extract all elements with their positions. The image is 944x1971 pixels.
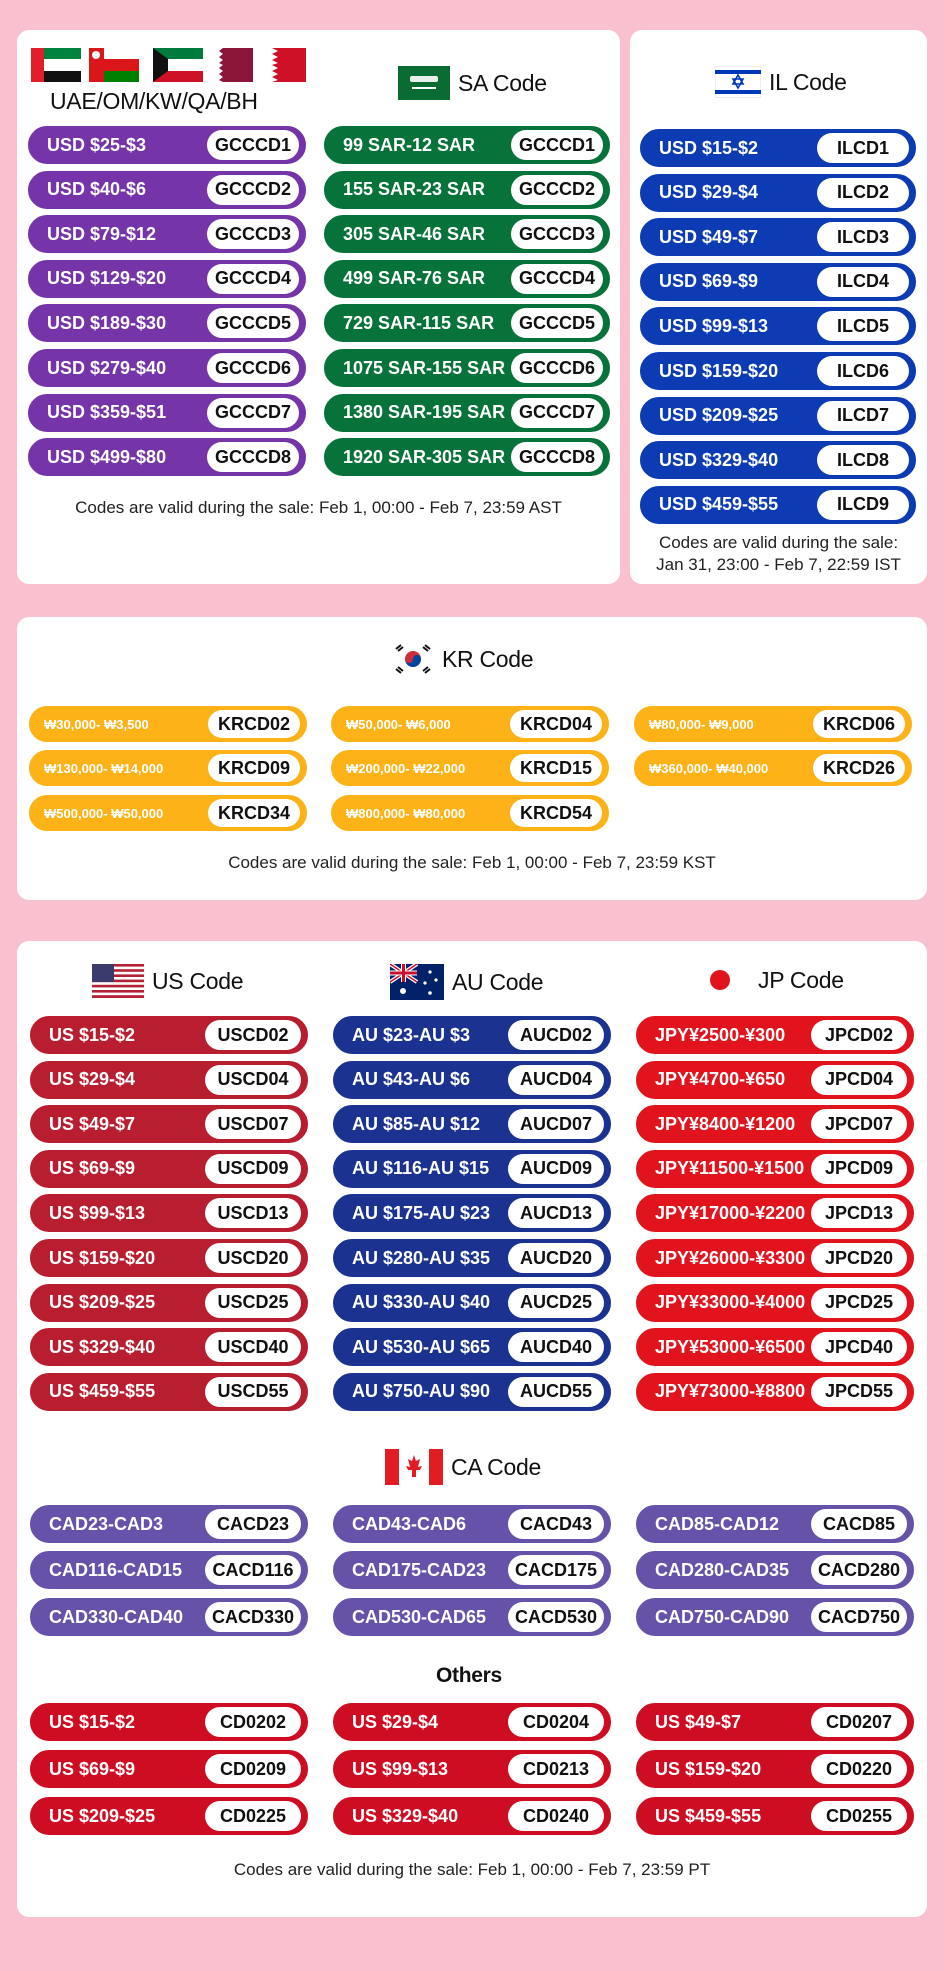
us-code-pill[interactable]: [30, 1016, 308, 1054]
jp-coupon-code[interactable]: JPCD04: [811, 1065, 907, 1095]
others-code-pill[interactable]: [636, 1703, 914, 1741]
gcc-code-pill[interactable]: [28, 260, 306, 298]
il-header: [715, 66, 847, 98]
sa-discount-label: 1075 SAR-155 SAR: [343, 357, 506, 378]
au-header: [390, 964, 543, 1000]
us-code-pill[interactable]: [30, 1373, 308, 1411]
jp-coupon-code[interactable]: JPCD55: [811, 1377, 907, 1407]
au-discount-label: AU $85-AU $12: [352, 1113, 481, 1134]
us-coupon-code[interactable]: USCD40: [205, 1332, 301, 1362]
jp-coupon-code[interactable]: JPCD20: [811, 1243, 907, 1273]
il-code-pill[interactable]: [640, 307, 916, 345]
gcc-discount-label: USD $40-$6: [47, 179, 147, 200]
others-coupon-code[interactable]: CD0213: [508, 1754, 604, 1784]
jp-code-pill[interactable]: [636, 1239, 914, 1277]
us-code-pill[interactable]: [30, 1105, 308, 1143]
il-discount-label: USD $159-$20: [659, 360, 779, 381]
gcc-coupon-code[interactable]: GCCCD3: [207, 219, 299, 249]
others-discount-label: US $159-$20: [655, 1758, 762, 1779]
jp-code-pill[interactable]: [636, 1284, 914, 1322]
il-code-pill[interactable]: [640, 263, 916, 301]
kr-coupon-code[interactable]: KRCD26: [813, 754, 905, 782]
us-discount-label: US $99-$13: [49, 1202, 146, 1223]
ca-discount-label: CAD23-CAD3: [49, 1513, 164, 1534]
jp-coupon-code[interactable]: JPCD02: [811, 1020, 907, 1050]
others-code-pill[interactable]: [333, 1750, 611, 1788]
kr-discount-label: ₩30,000- ₩3,500: [44, 716, 149, 732]
il-coupon-code[interactable]: ILCD6: [817, 356, 909, 386]
il-code-pill[interactable]: [640, 352, 916, 390]
sa-coupon-code[interactable]: GCCCD7: [511, 398, 603, 428]
ca-title: CA Code: [451, 1453, 541, 1480]
sa-coupon-code[interactable]: GCCCD4: [511, 264, 603, 294]
il-code-pill[interactable]: [640, 218, 916, 256]
au-discount-label: AU $175-AU $23: [352, 1202, 491, 1223]
au-flag-icon: [390, 964, 444, 1000]
il-coupon-code[interactable]: ILCD2: [817, 178, 909, 208]
gcc-discount-label: USD $359-$51: [47, 402, 167, 423]
au-code-pill[interactable]: [333, 1105, 611, 1143]
ca-coupon-code[interactable]: CACD330: [205, 1602, 301, 1632]
us-coupon-code[interactable]: USCD07: [205, 1109, 301, 1139]
sa-code-pill[interactable]: [324, 349, 610, 387]
jp-flag-icon: [706, 964, 750, 996]
us-discount-label: US $159-$20: [49, 1247, 156, 1268]
jp-coupon-code[interactable]: JPCD25: [811, 1288, 907, 1318]
others-code-pill[interactable]: [636, 1750, 914, 1788]
ca-discount-label: CAD280-CAD35: [655, 1559, 790, 1580]
kr-discount-label: ₩50,000- ₩6,000: [346, 716, 451, 732]
jp-coupon-code[interactable]: JPCD13: [811, 1198, 907, 1228]
ca-code-pill[interactable]: [636, 1598, 914, 1636]
ca-code-pill[interactable]: [333, 1505, 611, 1543]
au-title: AU Code: [452, 968, 544, 995]
ca-discount-label: CAD85-CAD12: [655, 1513, 780, 1534]
au-code-pill[interactable]: [333, 1150, 611, 1188]
sa-discount-label: 729 SAR-115 SAR: [343, 312, 495, 333]
korea-flag-icon: [392, 643, 434, 675]
others-coupon-code[interactable]: CD0225: [205, 1801, 301, 1831]
au-coupon-code[interactable]: AUCD02: [508, 1020, 604, 1050]
ca-code-pill[interactable]: [30, 1551, 308, 1589]
others-coupon-code[interactable]: CD0240: [508, 1801, 604, 1831]
au-discount-label: AU $116-AU $15: [352, 1158, 490, 1179]
israel-flag-icon: [715, 66, 761, 98]
others-discount-label: US $329-$40: [352, 1805, 459, 1826]
au-code-pill[interactable]: [333, 1016, 611, 1054]
gcc-flags-icon: [31, 48, 306, 82]
ca-code-pill[interactable]: [30, 1505, 308, 1543]
au-discount-label: AU $280-AU $35: [352, 1247, 491, 1268]
il-coupon-code[interactable]: ILCD4: [817, 267, 909, 297]
gcc-discount-label: USD $25-$3: [47, 134, 147, 155]
il-coupon-code[interactable]: ILCD9: [817, 490, 909, 520]
kr-code-pill[interactable]: [29, 706, 307, 742]
saudi-flag-icon: [398, 66, 450, 100]
us-discount-label: US $329-$40: [49, 1336, 156, 1357]
kr-coupon-code[interactable]: KRCD34: [208, 799, 300, 827]
gcc-code-pill[interactable]: [28, 126, 306, 164]
sa-coupon-code[interactable]: GCCCD5: [511, 308, 603, 338]
kr-header: [392, 643, 533, 675]
il-code-pill[interactable]: [640, 441, 916, 479]
jp-discount-label: JPY¥11500-¥1500: [655, 1158, 805, 1179]
others-code-pill[interactable]: [30, 1703, 308, 1741]
jp-code-pill[interactable]: [636, 1328, 914, 1366]
us-title: US Code: [152, 967, 244, 994]
kr-discount-label: ₩200,000- ₩22,000: [346, 760, 466, 776]
jp-discount-label: JPY¥26000-¥3300: [655, 1247, 806, 1268]
ca-coupon-code[interactable]: CACD43: [508, 1509, 604, 1539]
us-discount-label: US $209-$25: [49, 1292, 156, 1313]
sa-coupon-code[interactable]: GCCCD6: [511, 353, 603, 383]
ca-header: [385, 1449, 541, 1485]
sa-code-pill[interactable]: [324, 304, 610, 342]
jp-code-pill[interactable]: [636, 1373, 914, 1411]
au-discount-label: AU $330-AU $40: [352, 1292, 491, 1313]
jp-title: JP Code: [758, 966, 844, 993]
gcc-coupon-code[interactable]: GCCCD6: [207, 353, 299, 383]
ca-coupon-code[interactable]: CACD750: [811, 1602, 907, 1632]
sa-code-pill[interactable]: [324, 394, 610, 432]
kr-discount-label: ₩360,000- ₩40,000: [649, 760, 769, 776]
others-coupon-code[interactable]: CD0209: [205, 1754, 301, 1784]
sa-header: [398, 66, 547, 100]
jp-coupon-code[interactable]: JPCD09: [811, 1154, 907, 1184]
ca-coupon-code[interactable]: CACD280: [811, 1555, 907, 1585]
kr-code-pill[interactable]: [331, 750, 609, 786]
il-coupon-code[interactable]: ILCD3: [817, 222, 909, 252]
il-coupon-code[interactable]: ILCD8: [817, 445, 909, 475]
kr-discount-label: ₩130,000- ₩14,000: [44, 760, 164, 776]
jp-code-pill[interactable]: [636, 1194, 914, 1232]
il-coupon-code[interactable]: ILCD5: [817, 311, 909, 341]
others-code-pill[interactable]: [636, 1797, 914, 1835]
gcc-coupon-code[interactable]: GCCCD5: [207, 308, 299, 338]
au-coupon-code[interactable]: AUCD04: [508, 1065, 604, 1095]
ca-discount-label: CAD530-CAD65: [352, 1606, 487, 1627]
gcc-discount-label: USD $79-$12: [47, 223, 157, 244]
sa-code-pill[interactable]: [324, 126, 610, 164]
ca-code-pill[interactable]: [636, 1505, 914, 1543]
sa-coupon-code[interactable]: GCCCD2: [511, 175, 603, 205]
us-code-pill[interactable]: [30, 1284, 308, 1322]
ca-coupon-code[interactable]: CACD85: [811, 1509, 907, 1539]
others-code-pill[interactable]: [30, 1750, 308, 1788]
sa-discount-label: 155 SAR-23 SAR: [343, 179, 486, 200]
jp-code-pill[interactable]: [636, 1105, 914, 1143]
au-coupon-code[interactable]: AUCD07: [508, 1109, 604, 1139]
kr-coupon-code[interactable]: KRCD04: [510, 710, 602, 738]
sa-coupon-code[interactable]: GCCCD3: [511, 219, 603, 249]
gcc-code-pill[interactable]: [28, 304, 306, 342]
us-discount-label: US $15-$2: [49, 1024, 136, 1045]
jp-coupon-code[interactable]: JPCD07: [811, 1109, 907, 1139]
ca-code-pill[interactable]: [636, 1551, 914, 1589]
il-discount-label: USD $459-$55: [659, 494, 779, 515]
sa-code-pill[interactable]: [324, 260, 610, 298]
gcc-discount-label: USD $499-$80: [47, 446, 167, 467]
gcc-code-pill[interactable]: [28, 438, 306, 476]
others-coupon-code[interactable]: CD0220: [811, 1754, 907, 1784]
ca-code-pill[interactable]: [333, 1598, 611, 1636]
sa-discount-label: 1380 SAR-195 SAR: [343, 402, 506, 423]
us-code-pill[interactable]: [30, 1061, 308, 1099]
others-code-pill[interactable]: [30, 1797, 308, 1835]
au-coupon-code[interactable]: AUCD13: [508, 1198, 604, 1228]
gcc-coupon-code[interactable]: GCCCD4: [207, 264, 299, 294]
il-title: IL Code: [769, 68, 847, 95]
jp-discount-label: JPY¥73000-¥8800: [655, 1381, 806, 1402]
gcc-code-pill[interactable]: [28, 349, 306, 387]
il-discount-label: USD $69-$9: [659, 271, 759, 292]
sa-discount-label: 499 SAR-76 SAR: [343, 268, 486, 289]
jp-code-pill[interactable]: [636, 1150, 914, 1188]
au-coupon-code[interactable]: AUCD55: [508, 1377, 604, 1407]
others-discount-label: US $209-$25: [49, 1805, 156, 1826]
ca-discount-label: CAD116-CAD15: [49, 1559, 183, 1580]
il-coupon-code[interactable]: ILCD1: [817, 133, 909, 163]
others-coupon-code[interactable]: CD0207: [811, 1707, 907, 1737]
kr-code-pill[interactable]: [634, 750, 912, 786]
au-code-pill[interactable]: [333, 1328, 611, 1366]
gcc-code-pill[interactable]: [28, 215, 306, 253]
au-code-pill[interactable]: [333, 1194, 611, 1232]
ca-coupon-code[interactable]: CACD175: [508, 1555, 604, 1585]
others-code-pill[interactable]: [333, 1797, 611, 1835]
sa-coupon-code[interactable]: GCCCD8: [511, 442, 603, 472]
others-coupon-code[interactable]: CD0202: [205, 1707, 301, 1737]
us-code-pill[interactable]: [30, 1239, 308, 1277]
gcc-title: UAE/OM/KW/QA/BH: [50, 88, 258, 114]
jp-discount-label: JPY¥8400-¥1200: [655, 1113, 796, 1134]
ca-coupon-code[interactable]: CACD530: [508, 1602, 604, 1632]
others-discount-label: US $15-$2: [49, 1711, 136, 1732]
sa-coupon-code[interactable]: GCCCD1: [511, 130, 603, 160]
sa-validity-note: Codes are valid during the sale: Feb 1, 00:00 - Feb 7, 23:59 AST: [75, 498, 562, 517]
il-discount-label: USD $49-$7: [659, 226, 759, 247]
au-code-pill[interactable]: [333, 1373, 611, 1411]
gcc-code-pill[interactable]: [28, 394, 306, 432]
il-discount-label: USD $99-$13: [659, 315, 769, 336]
il-code-pill[interactable]: [640, 397, 916, 435]
kr-coupon-code[interactable]: KRCD15: [510, 754, 602, 782]
us-coupon-code[interactable]: USCD55: [205, 1377, 301, 1407]
others-validity-note: Codes are valid during the sale: Feb 1, 00:00 - Feb 7, 23:59 PT: [233, 1860, 711, 1879]
gcc-discount-label: USD $129-$20: [47, 268, 167, 289]
il-validity-note-line1: Codes are valid during the sale:: [658, 533, 899, 552]
others-discount-label: US $69-$9: [49, 1758, 136, 1779]
kr-coupon-code[interactable]: KRCD02: [208, 710, 300, 738]
jp-discount-label: JPY¥17000-¥2200: [655, 1202, 806, 1223]
au-coupon-code[interactable]: AUCD40: [508, 1332, 604, 1362]
others-coupon-code[interactable]: CD0255: [811, 1801, 907, 1831]
sa-code-pill[interactable]: [324, 438, 610, 476]
others-discount-label: US $99-$13: [352, 1758, 449, 1779]
us-coupon-code[interactable]: USCD02: [205, 1020, 301, 1050]
kr-validity-note: Codes are valid during the sale: Feb 1, 00:00 - Feb 7, 23:59 KST: [228, 853, 716, 872]
jp-discount-label: JPY¥2500-¥300: [655, 1024, 786, 1045]
sa-code-pill[interactable]: [324, 171, 610, 209]
us-discount-label: US $49-$7: [49, 1113, 136, 1134]
au-code-pill[interactable]: [333, 1239, 611, 1277]
kr-code-pill[interactable]: [634, 706, 912, 742]
us-code-pill[interactable]: [30, 1328, 308, 1366]
gcc-coupon-code[interactable]: GCCCD1: [207, 130, 299, 160]
kr-code-pill[interactable]: [29, 750, 307, 786]
kr-coupon-code[interactable]: KRCD06: [813, 710, 905, 738]
us-flag-icon: [92, 964, 144, 998]
gcc-code-pill[interactable]: [28, 171, 306, 209]
ca-discount-label: CAD43-CAD6: [352, 1513, 467, 1534]
il-discount-label: USD $15-$2: [659, 137, 759, 158]
il-discount-label: USD $29-$4: [659, 182, 759, 203]
kr-discount-label: ₩500,000- ₩50,000: [44, 805, 164, 821]
jp-discount-label: JPY¥33000-¥4000: [655, 1292, 806, 1313]
il-code-pill[interactable]: [640, 129, 916, 167]
il-discount-label: USD $329-$40: [659, 449, 779, 470]
kr-code-pill[interactable]: [331, 795, 609, 831]
us-coupon-code[interactable]: USCD25: [205, 1288, 301, 1318]
ca-coupon-code[interactable]: CACD23: [205, 1509, 301, 1539]
au-coupon-code[interactable]: AUCD09: [508, 1154, 604, 1184]
gcc-coupon-code[interactable]: GCCCD2: [207, 175, 299, 205]
kr-discount-label: ₩800,000- ₩80,000: [346, 805, 466, 821]
sa-discount-label: 1920 SAR-305 SAR: [343, 446, 506, 467]
others-title: Others: [436, 1664, 502, 1687]
others-coupon-code[interactable]: CD0204: [508, 1707, 604, 1737]
ca-coupon-code[interactable]: CACD116: [205, 1555, 301, 1585]
kr-title: KR Code: [442, 645, 534, 672]
jp-code-pill[interactable]: [636, 1061, 914, 1099]
au-discount-label: AU $23-AU $3: [352, 1024, 471, 1045]
us-discount-label: US $69-$9: [49, 1158, 136, 1179]
jp-header: [706, 964, 844, 996]
us-header: [92, 964, 243, 998]
au-coupon-code[interactable]: AUCD20: [508, 1243, 604, 1273]
jp-discount-label: JPY¥53000-¥6500: [655, 1336, 806, 1357]
au-discount-label: AU $750-AU $90: [352, 1381, 491, 1402]
us-coupon-code[interactable]: USCD13: [205, 1198, 301, 1228]
gcc-flags: [31, 48, 306, 82]
ca-flag-icon: [385, 1449, 443, 1485]
us-coupon-code[interactable]: USCD20: [205, 1243, 301, 1273]
ca-code-pill[interactable]: [30, 1598, 308, 1636]
jp-code-pill[interactable]: [636, 1016, 914, 1054]
il-discount-label: USD $209-$25: [659, 405, 779, 426]
others-code-pill[interactable]: [333, 1703, 611, 1741]
au-code-pill[interactable]: [333, 1061, 611, 1099]
au-coupon-code[interactable]: AUCD25: [508, 1288, 604, 1318]
au-discount-label: AU $530-AU $65: [352, 1336, 491, 1357]
us-discount-label: US $459-$55: [49, 1381, 156, 1402]
gcc-coupon-code[interactable]: GCCCD8: [207, 442, 299, 472]
il-coupon-code[interactable]: ILCD7: [817, 401, 909, 431]
us-coupon-code[interactable]: USCD09: [205, 1154, 301, 1184]
il-validity-note-line2: Jan 31, 23:00 - Feb 7, 22:59 IST: [656, 555, 901, 574]
us-coupon-code[interactable]: USCD04: [205, 1065, 301, 1095]
au-discount-label: AU $43-AU $6: [352, 1069, 471, 1090]
us-code-pill[interactable]: [30, 1194, 308, 1232]
us-discount-label: US $29-$4: [49, 1069, 136, 1090]
others-discount-label: US $49-$7: [655, 1711, 742, 1732]
others-discount-label: US $29-$4: [352, 1711, 439, 1732]
kr-discount-label: ₩80,000- ₩9,000: [649, 716, 754, 732]
sa-discount-label: 305 SAR-46 SAR: [343, 223, 486, 244]
sa-code-pill[interactable]: [324, 215, 610, 253]
sa-title: SA Code: [458, 69, 547, 96]
ca-code-pill[interactable]: [333, 1551, 611, 1589]
gcc-discount-label: USD $189-$30: [47, 312, 167, 333]
gcc-discount-label: USD $279-$40: [47, 357, 167, 378]
kr-coupon-code[interactable]: KRCD54: [510, 799, 602, 827]
kr-coupon-code[interactable]: KRCD09: [208, 754, 300, 782]
ca-discount-label: CAD330-CAD40: [49, 1606, 184, 1627]
sa-discount-label: 99 SAR-12 SAR: [343, 134, 476, 155]
gcc-coupon-code[interactable]: GCCCD7: [207, 398, 299, 428]
ca-discount-label: CAD175-CAD23: [352, 1559, 487, 1580]
others-discount-label: US $459-$55: [655, 1805, 762, 1826]
au-code-pill[interactable]: [333, 1284, 611, 1322]
il-code-pill[interactable]: [640, 174, 916, 212]
jp-discount-label: JPY¥4700-¥650: [655, 1069, 786, 1090]
ca-discount-label: CAD750-CAD90: [655, 1606, 790, 1627]
jp-coupon-code[interactable]: JPCD40: [811, 1332, 907, 1362]
us-code-pill[interactable]: [30, 1150, 308, 1188]
kr-code-pill[interactable]: [331, 706, 609, 742]
il-code-pill[interactable]: [640, 486, 916, 524]
kr-code-pill[interactable]: [29, 795, 307, 831]
